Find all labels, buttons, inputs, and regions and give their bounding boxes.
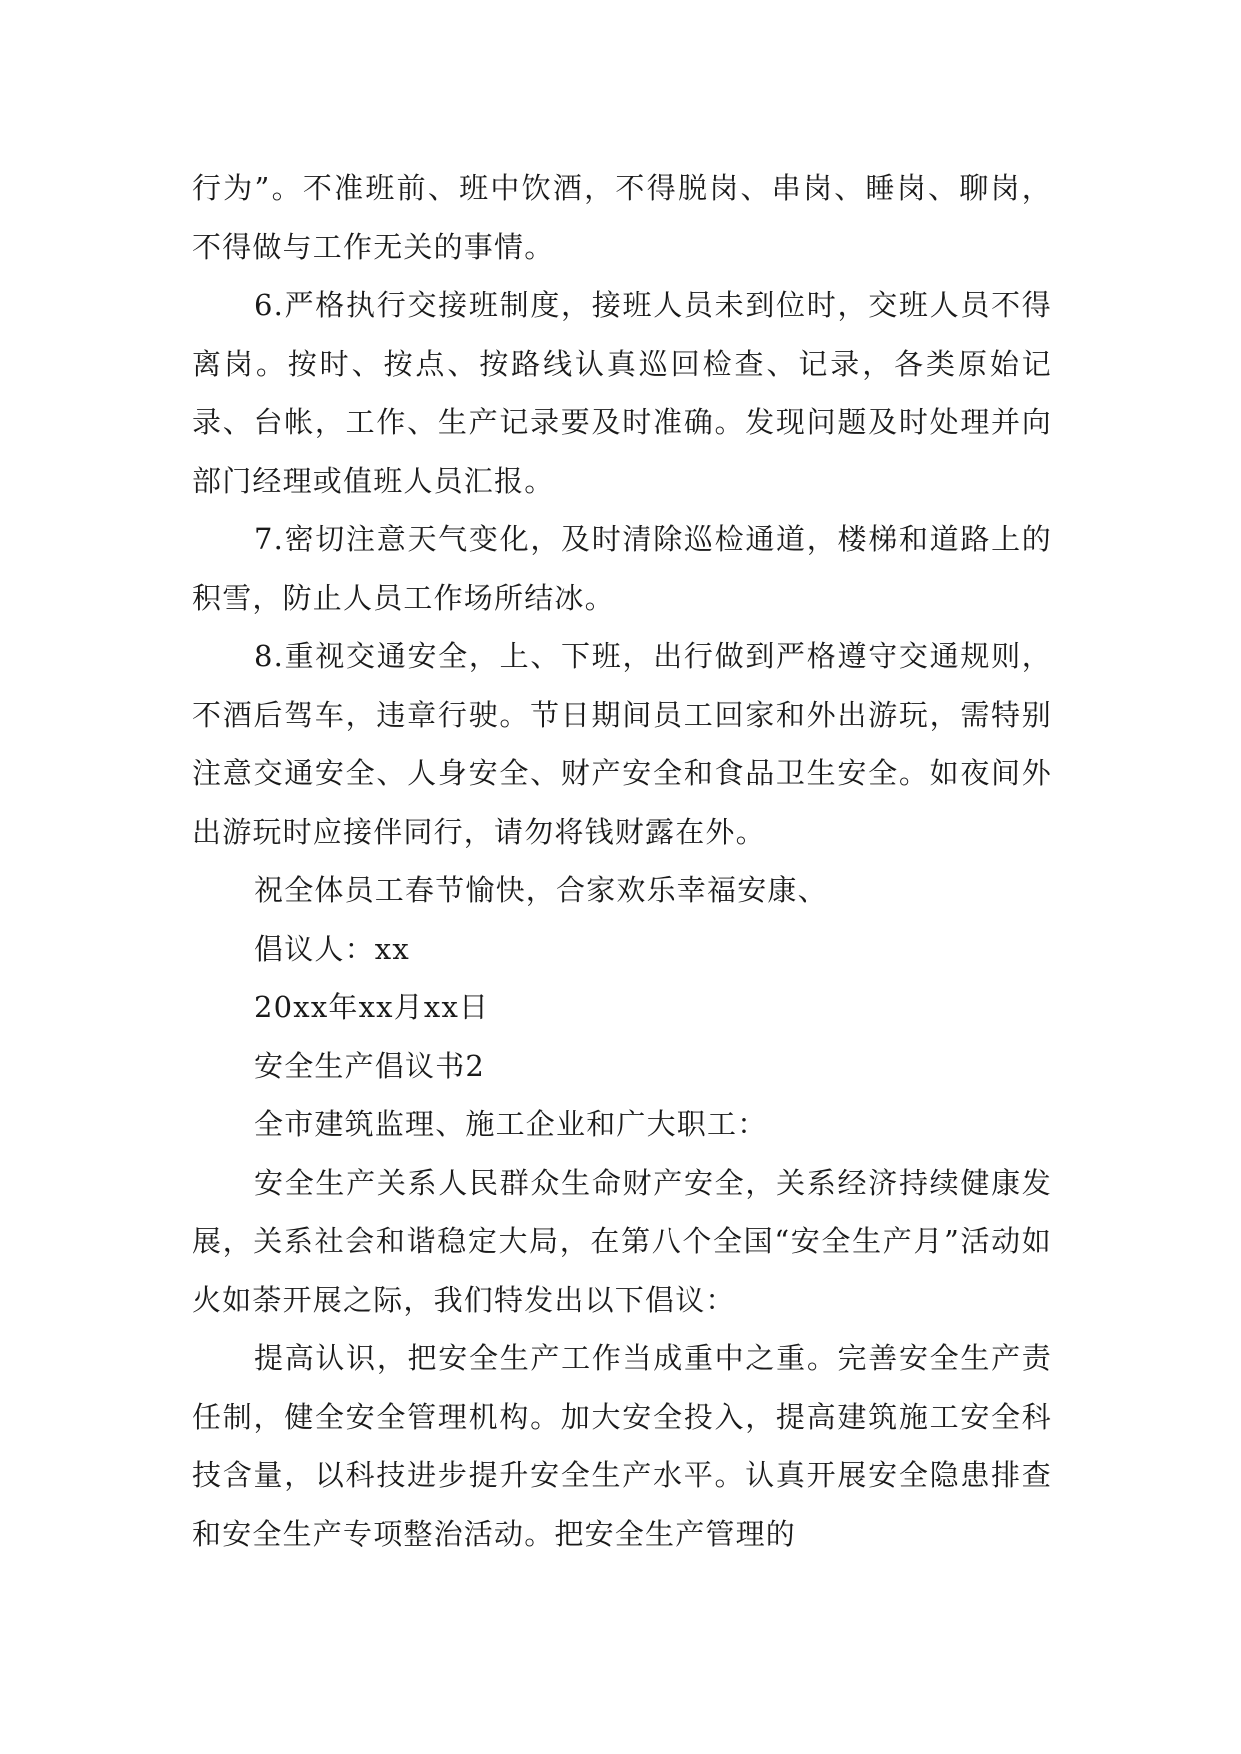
paragraph-salutation: 全市建筑监理、施工企业和广大职工： <box>254 1107 768 1141</box>
paragraph-awareness: 提高认识，把安全生产工作当成重中之重。完善安全生产责任制，健全安全管理机构。加大安全投入，提高建筑施工安全科技含量，以科技进步提升安全生产水平。认真开展安全隐患排查和安全生产专项整治活动。把安全生产管理的 <box>192 1341 1052 1551</box>
document-body <box>192 159 1052 1563</box>
section-title: 安全生产倡议书2 <box>254 1048 486 1083</box>
paragraph-greeting: 祝全体员工春节愉快，合家欢乐幸福安康、 <box>254 873 828 907</box>
paragraph-item-6: 6.严格执行交接班制度，接班人员未到位时，交班人员不得离岗。按时、按点、按路线认真巡回检查、记录，各类原始记录、台帐，工作、生产记录要及时准确。发现问题及时处理并向部门经理或值班人员汇报。 <box>192 288 1052 498</box>
paragraph-date: 20xx年xx月xx日 <box>254 990 490 1024</box>
paragraph-item-8: 8.重视交通安全，上、下班，出行做到严格遵守交通规则，不酒后驾车，违章行驶。节日期间员工回家和外出游玩，需特别注意交通安全、人身安全、财产安全和食品卫生安全。如夜间外出游玩时应接伴同行，请勿将钱财露在外。 <box>192 639 1052 849</box>
paragraph-item-7: 7.密切注意天气变化，及时清除巡检通道，楼梯和道路上的积雪，防止人员工作场所结冰。 <box>192 522 1052 615</box>
paragraph-intro: 安全生产关系人民群众生命财产安全，关系经济持续健康发展，关系社会和谐稳定大局，在第八个全国“安全生产月”活动如火如荼开展之际，我们特发出以下倡议： <box>192 1165 1052 1317</box>
paragraph-continuation: 行为”。不准班前、班中饮酒，不得脱岗、串岗、睡岗、聊岗，不得做与工作无关的事情。 <box>192 171 1052 264</box>
paragraph-initiator: 倡议人：xx <box>254 931 410 966</box>
